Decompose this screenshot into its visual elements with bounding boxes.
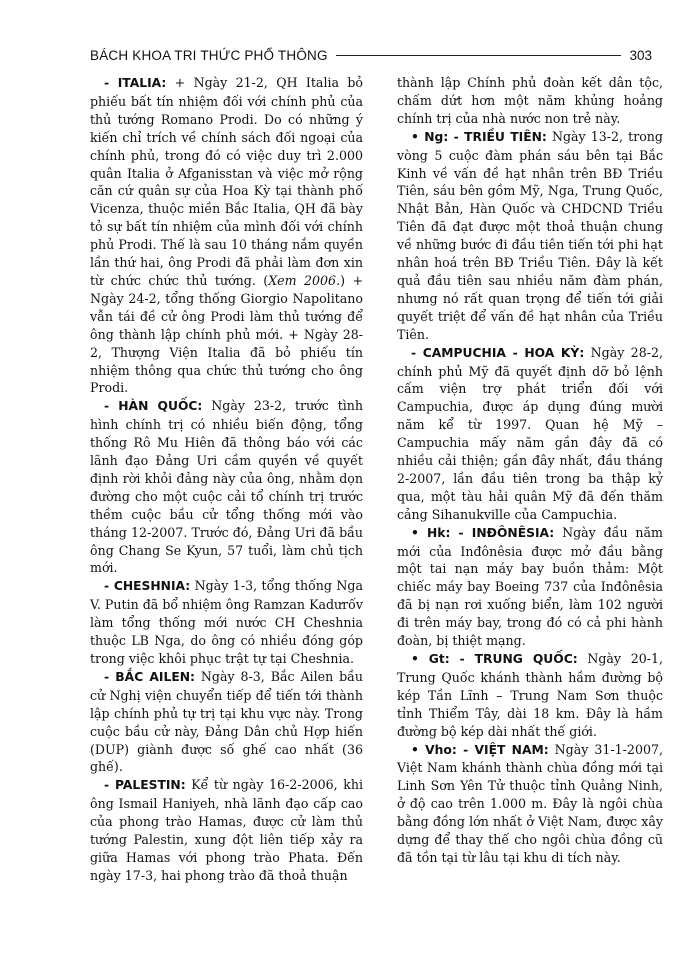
entry-text: Ngày 31-1-2007, Việt Nam khánh thành chùa đồng mới tại Linh Sơn Yên Tử thuộc tỉnh Quảng Ninh, ở độ cao trên 1.000 m. Đây là ngôi chùa bằng đồng lớn nhất ở Việt Nam, được xây dựng để thay thế cho ngôi chùa đồng cũ đã tồn tại từ lâu tại khu di tích này. [397, 741, 663, 865]
entry-heading: • Hk: - INĐÔNÊSIA: [411, 525, 555, 540]
entry-heading: • Gt: - TRUNG QUỐC: [411, 652, 578, 666]
left-column [90, 74, 363, 885]
entry-cheshnia [90, 577, 363, 668]
header-rule [336, 55, 622, 56]
entry-heading: - BẮC AILEN: [104, 669, 195, 684]
entry-bac-ailen [90, 668, 363, 776]
entry-text: + Ngày 21-2, QH Italia bỏ phiếu bất tín nhiệm đối với chính phủ của thủ tướng Romano Prodi. Do có những ý kiến chỉ trích về chính sách đối ngoại của chính phủ, trong đó có việc duy trì 2.000 quân Italia ở Afganisstan và việc mở rộng căn cứ quân sự của Hoa Kỳ tại thành phố Vicenza, thuộc miền Bắc Italia, QH đã bày tỏ sự bất tín nhiệm của mình đối với chính phủ Prodi. Thế là sau 10 tháng nắm quyền lần thứ hai, ông Prodi đã phải làm đơn xin từ chức chức thủ tướng. ( [90, 75, 363, 288]
entry-indonesia [397, 524, 663, 650]
running-title: BÁCH KHOA TRI THỨC PHỔ THÔNG [90, 47, 328, 63]
entry-heading: - CHESHNIA: [104, 579, 191, 594]
entry-text: Ngày 8-3, Bắc Ailen bầu cử Nghị viện chuyển tiếp để tiến tới thành lập chính phủ tự trị tại khu vực này. Trong cuộc bầu cử này, Đảng Dân chủ Hợp hiến (DUP) giành được số ghế cao nhất (36 ghế). [90, 668, 363, 775]
entry-heading: - HÀN QUỐC: [104, 399, 203, 414]
entry-text: Ngày 20-1, Trung Quốc khánh thành hầm đường bộ kép Tần Lĩnh – Trung Nam Sơn thuộc tỉnh Thiểm Tây, dài 18 km. Đây là hầm đường bộ kép dài nhất thế giới. [397, 651, 663, 739]
entry-text: ) + Ngày 24-2, tổng thống Giorgio Napolitano vẫn tái đề cử ông Prodi làm thủ tướng để ông thành lập chính phủ mới. + Ngày 28-2, Thượng Viện Italia đã bỏ phiếu tín nhiệm thông qua chức thủ tướng cho ông Prodi. [90, 272, 363, 396]
page-number: 303 [629, 47, 652, 63]
entry-text: Ngày 23-2, trước tình hình chính trị có nhiều biến động, tổng thống Rô Mu Hiên đã thông báo với các lãnh đạo Đảng Uri cầm quyền về quyết định rời khỏi đảng này của ông, nhằm dọn đường cho một cuộc cải tổ chính trị trước thềm cuộc bầu cử tổng thống mới vào tháng 12-2007. Trước đó, Đảng Uri đã bầu ông Chang Se Kyun, 57 tuổi, làm chủ tịch mới. [90, 398, 363, 576]
right-column [397, 74, 663, 867]
entry-heading: • Ng: - TRIỀU TIÊN: [411, 129, 547, 144]
entry-text: Ngày 13-2, trong vòng 5 cuộc đàm phán sáu bên tại Bắc Kinh về vấn đề hạt nhân trên BĐ Triều Tiên, sáu bên gồm Mỹ, Nga, Trung Quốc, Nhật Bản, Hàn Quốc và CHDCND Triều Tiên đã đạt được một thoả thuận chung về những bước đi đầu tiên tiến tới phi hạt nhân hoá trên BĐ Triều Tiên. Đây là kết quả đầu tiên sau nhiều năm đàm phán, nhưng nó rất quan trọng để tiến tới giải quyết triệt để vấn đề hạt nhân của Triều Tiên. [397, 128, 663, 342]
entry-palestin [90, 776, 363, 884]
entry-text: Ngày 1-3, tổng thống Nga V. Putin đã bổ nhiệm ông Ramzan Kadưrốv làm tổng thống mới nước CH Cheshnia thuộc LB Nga, do ông có nhiều đóng góp trong việc khôi phục trật tự tại Cheshnia. [90, 578, 363, 666]
entry-heading: - CAMPUCHIA - HOA KỲ: [411, 345, 585, 360]
entry-text: Ngày đầu năm mới của Inđônêsia được mở đầu bằng một tai nạn máy bay buồn thảm: Một chiếc máy bay Boeing 737 của Inđônêsia đã bị nạn rơi xuống biển, làm 102 người đi trên máy bay, trong đó có cả phi hành đoàn, bị thiệt mạng. [397, 524, 663, 649]
entry-text: Ngày 28-2, chính phủ Mỹ đã quyết định dỡ bỏ lệnh cấm viện trợ phát triển đối với Campuchia, được áp dụng đúng mười năm kể từ 1997. Quan hệ Mỹ – Campuchia mấy năm gần đây đã có nhiều cải thiện; gần đây nhất, đầu tháng 2-2007, lần đầu tiên trong ba thập kỷ qua, một tàu hải quân Mỹ đã đến thăm cảng Sihanukville của Campuchia. [397, 344, 663, 522]
entry-italia [90, 74, 363, 397]
entry-text: Kể từ ngày 16-2-2006, khi ông Ismail Haniyeh, nhà lãnh đạo cấp cao của phong trào Hamas, được cử làm thủ tướng Palestin, xung đột liên tiếp xảy ra giữa Hamas với phong trào Phata. Đến ngày 17-3, hai phong trào đã thoả thuận [90, 777, 363, 883]
entry-trieu-tien [397, 128, 663, 344]
cross-reference: Xem 2006. [268, 272, 341, 288]
entry-campuchia-hoa-ky [397, 344, 663, 524]
entry-han-quoc [90, 397, 363, 577]
entry-trung-quoc [397, 650, 663, 741]
page-header [90, 44, 652, 66]
entry-heading: - PALESTIN: [104, 778, 186, 793]
entry-heading: • Vho: - VIỆT NAM: [411, 742, 549, 757]
entry-palestin-continued: thành lập Chính phủ đoàn kết dân tộc, chấm dứt hơn một năm khủng hoảng chính trị của nhà nước non trẻ này. [397, 75, 663, 126]
entry-viet-nam [397, 741, 663, 867]
entry-heading: - ITALIA: [104, 76, 167, 90]
